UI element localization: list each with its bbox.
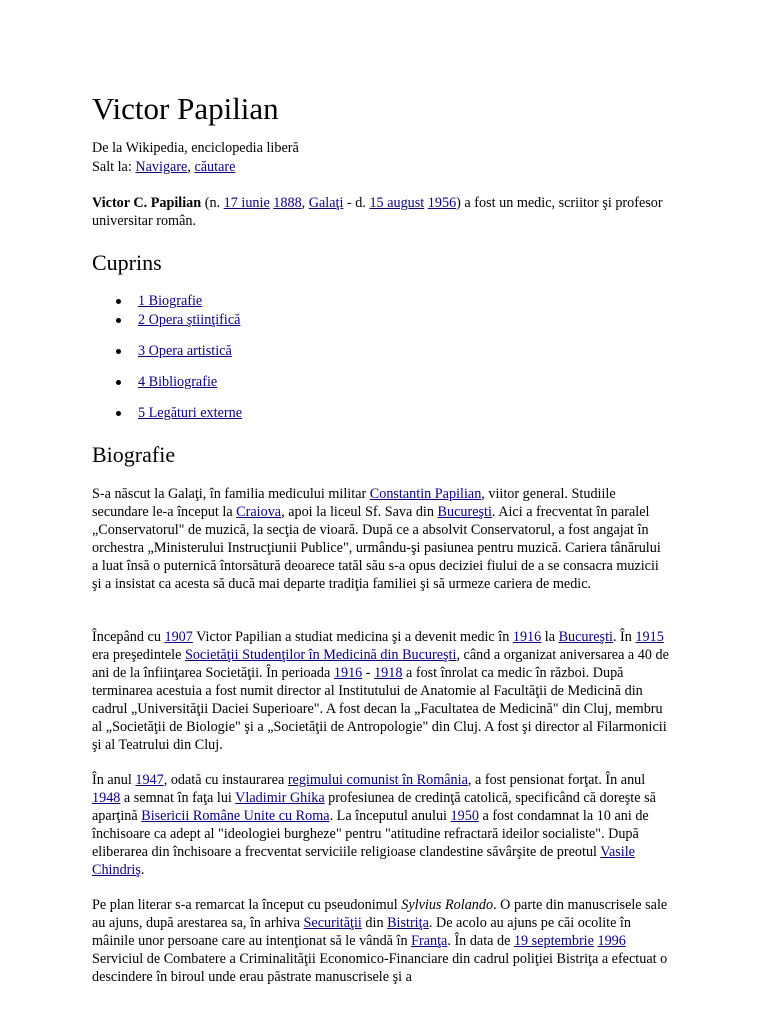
toc-link-opera-artistica[interactable]: 3 Opera artistică [138,343,232,359]
link-securitatea[interactable]: Securităţii [303,915,362,931]
paragraph-text: Serviciul de Combatere a Criminalităţii Economico-Financiare din cadrul poliţiei Bistriţa a efectuat o descindere în biroul unde erau păstrate manuscrisele şi a [92,951,668,985]
link-1948[interactable]: 1948 [92,790,121,806]
biography-paragraph-4 [92,896,670,986]
jump-navigation-link[interactable]: Navigare [135,159,188,175]
link-1916[interactable]: 1916 [512,629,542,645]
toc-link-bibliografie[interactable]: 4 Bibliografie [138,374,218,390]
paragraph-text: a fost condamnat la 10 ani de închisoare ca adept al "ideologiei burgheze" pentru "atitudine refractară ideilor socialiste". După eliberarea din închisoare a frecventat serviciile religioase clandestine săvârşite de preotul [92,808,649,860]
link-bistrita[interactable]: Bistriţa [387,915,429,931]
link-vladimir-ghika[interactable]: Vladimir Ghika [235,790,325,806]
paragraph-text: . În data de [447,933,514,949]
link-regimul-comunist[interactable]: regimului comunist în România [287,772,468,788]
biography-paragraph-2 [92,628,670,754]
paragraph-text: . Aici a frecventat în paralel „Conservatorul" de muzică, la secţia de vioară. După ce a absolvit Conservatorul, a fost angajat în orchestra „Ministerului Instrucţiunii Publice", urmându-şi pasiunea pentru muzică. Cariera tânărului a luat însă o puternică întorsătură deoarece tatăl său s-a opus deciziei fiului de a se consacra muzicii şi a insistat ca acesta să ducă mai departe tradiţia familiei şi să urmeze cariera de medic. [92,504,661,592]
link-1918[interactable]: 1918 [374,665,403,681]
toc-title: Cuprins [92,250,162,275]
link-societatea-studentilor[interactable]: Societăţii Studenţilor în Medicină din Bucureşti [184,647,457,663]
birth-date-link[interactable]: 17 iunie [223,195,270,211]
biography-paragraph-1 [92,485,670,593]
paragraph-text: , apoi la liceul Sf. Sava din [281,504,438,520]
link-1916[interactable]: 1916 [333,665,363,681]
subject-name: Victor C. Papilian [92,195,202,211]
link-1950[interactable]: 1950 [450,808,479,824]
jump-links [92,158,235,176]
paragraph-text: , a fost pensionat forţat. În anul [467,772,646,788]
bullet-icon [116,299,121,304]
section-heading-biografie: Biografie [92,442,176,467]
link-bucuresti[interactable]: Bucureşti [558,629,613,645]
bullet-icon [116,318,121,323]
site-tagline: De la Wikipedia, enciclopedia liberă [92,140,299,156]
intro-text: - d. [343,195,370,211]
intro-text: ) a fost un medic, scriitor şi profesor universitar român. [92,195,663,229]
pseudonym: Sylvius Rolando [401,897,494,913]
intro-text: (n. [201,195,224,211]
paragraph-text: , viitor general. Studiile secundare le-a început la [92,486,616,520]
bullet-icon [116,380,121,385]
link-bucuresti[interactable]: Bucureşti [437,504,492,520]
link-constantin-papilian[interactable]: Constantin Papilian [369,486,482,502]
paragraph-text: S-a născut la Galaţi, în familia medicului militar [92,486,370,502]
link-19-septembrie[interactable]: 19 septembrie [513,933,594,949]
paragraph-text: Începând cu [92,629,165,645]
jump-label: Salt la: [92,159,136,175]
biography-paragraph-3 [92,771,670,879]
paragraph-text: a fost înrolat ca medic în război. După terminarea acestuia a fost numit director al Institutului de Anatomie al Facultăţii de Medicină din cadrul „Universităţii Daciei Superioare". A fost decan la „Facultatea de Medicină" din Cluj, membru al „Societăţii de Biologie" şi a „Societăţii de Antropologie" din Cluj. A fost şi director al Filarmonicii şi al Teatrului din Cluj. [92,665,667,753]
paragraph-text: . [140,862,145,878]
paragraph-text: profesiunea de credinţă catolică, specificând că doreşte să aparţină [92,790,656,824]
jump-separator: , [187,159,195,175]
bullet-icon [116,411,121,416]
link-1907[interactable]: 1907 [164,629,193,645]
paragraph-text: . O parte din manuscrisele sale au ajuns, după arestarea sa, în arhiva [92,897,668,931]
toc-link-biografie[interactable]: 1 Biografie [138,293,203,309]
paragraph-text: a semnat în faţa lui [120,790,236,806]
death-year-link[interactable]: 1956 [427,195,457,211]
paragraph-text: din [361,915,388,931]
paragraph-text: la [541,629,559,645]
toc-link-opera-stiintifica[interactable]: 2 Opera ştiinţifică [138,312,241,328]
link-franta[interactable]: Franţa [411,933,448,949]
paragraph-text: Victor Papilian a studiat medicina şi a devenit medic în [192,629,513,645]
paragraph-text: Pe plan literar s-a remarcat la început cu pseudonimul [92,897,402,913]
link-1915[interactable]: 1915 [635,629,664,645]
toc-link-legaturi-externe[interactable]: 5 Legături externe [138,405,242,421]
death-date-link[interactable]: 15 august [369,195,425,211]
paragraph-text: . În [612,629,636,645]
paragraph-text: - [362,665,375,681]
link-1947[interactable]: 1947 [135,772,164,788]
birth-year-link[interactable]: 1888 [273,195,302,211]
link-1996[interactable]: 1996 [597,933,626,949]
page-title: Victor Papilian [92,91,279,126]
birth-place-link[interactable]: Galaţi [308,195,344,211]
paragraph-text: În anul [92,772,136,788]
jump-search-link[interactable]: căutare [194,159,236,175]
paragraph-text: , odată cu instaurarea [163,772,288,788]
paragraph-text: , când a organizat aniversarea a 40 de ani de la înfiinţarea Societăţii. În perioada [92,647,669,681]
paragraph-text: . La începutul anului [329,808,451,824]
link-vasile-chindris[interactable]: Vasile Chindriş [92,844,635,878]
paragraph-text: era preşedintele [92,647,185,663]
paragraph-text: . De acolo au ajuns pe căi ocolite în mâinile unor persoane care au intenţionat să le vândă în [92,915,631,949]
link-biserica-romana-unita[interactable]: Bisericii Române Unite cu Roma [141,808,330,824]
bullet-icon [116,349,121,354]
link-craiova[interactable]: Craiova [236,504,282,520]
intro-paragraph [92,194,672,230]
intro-text: , [301,195,309,211]
